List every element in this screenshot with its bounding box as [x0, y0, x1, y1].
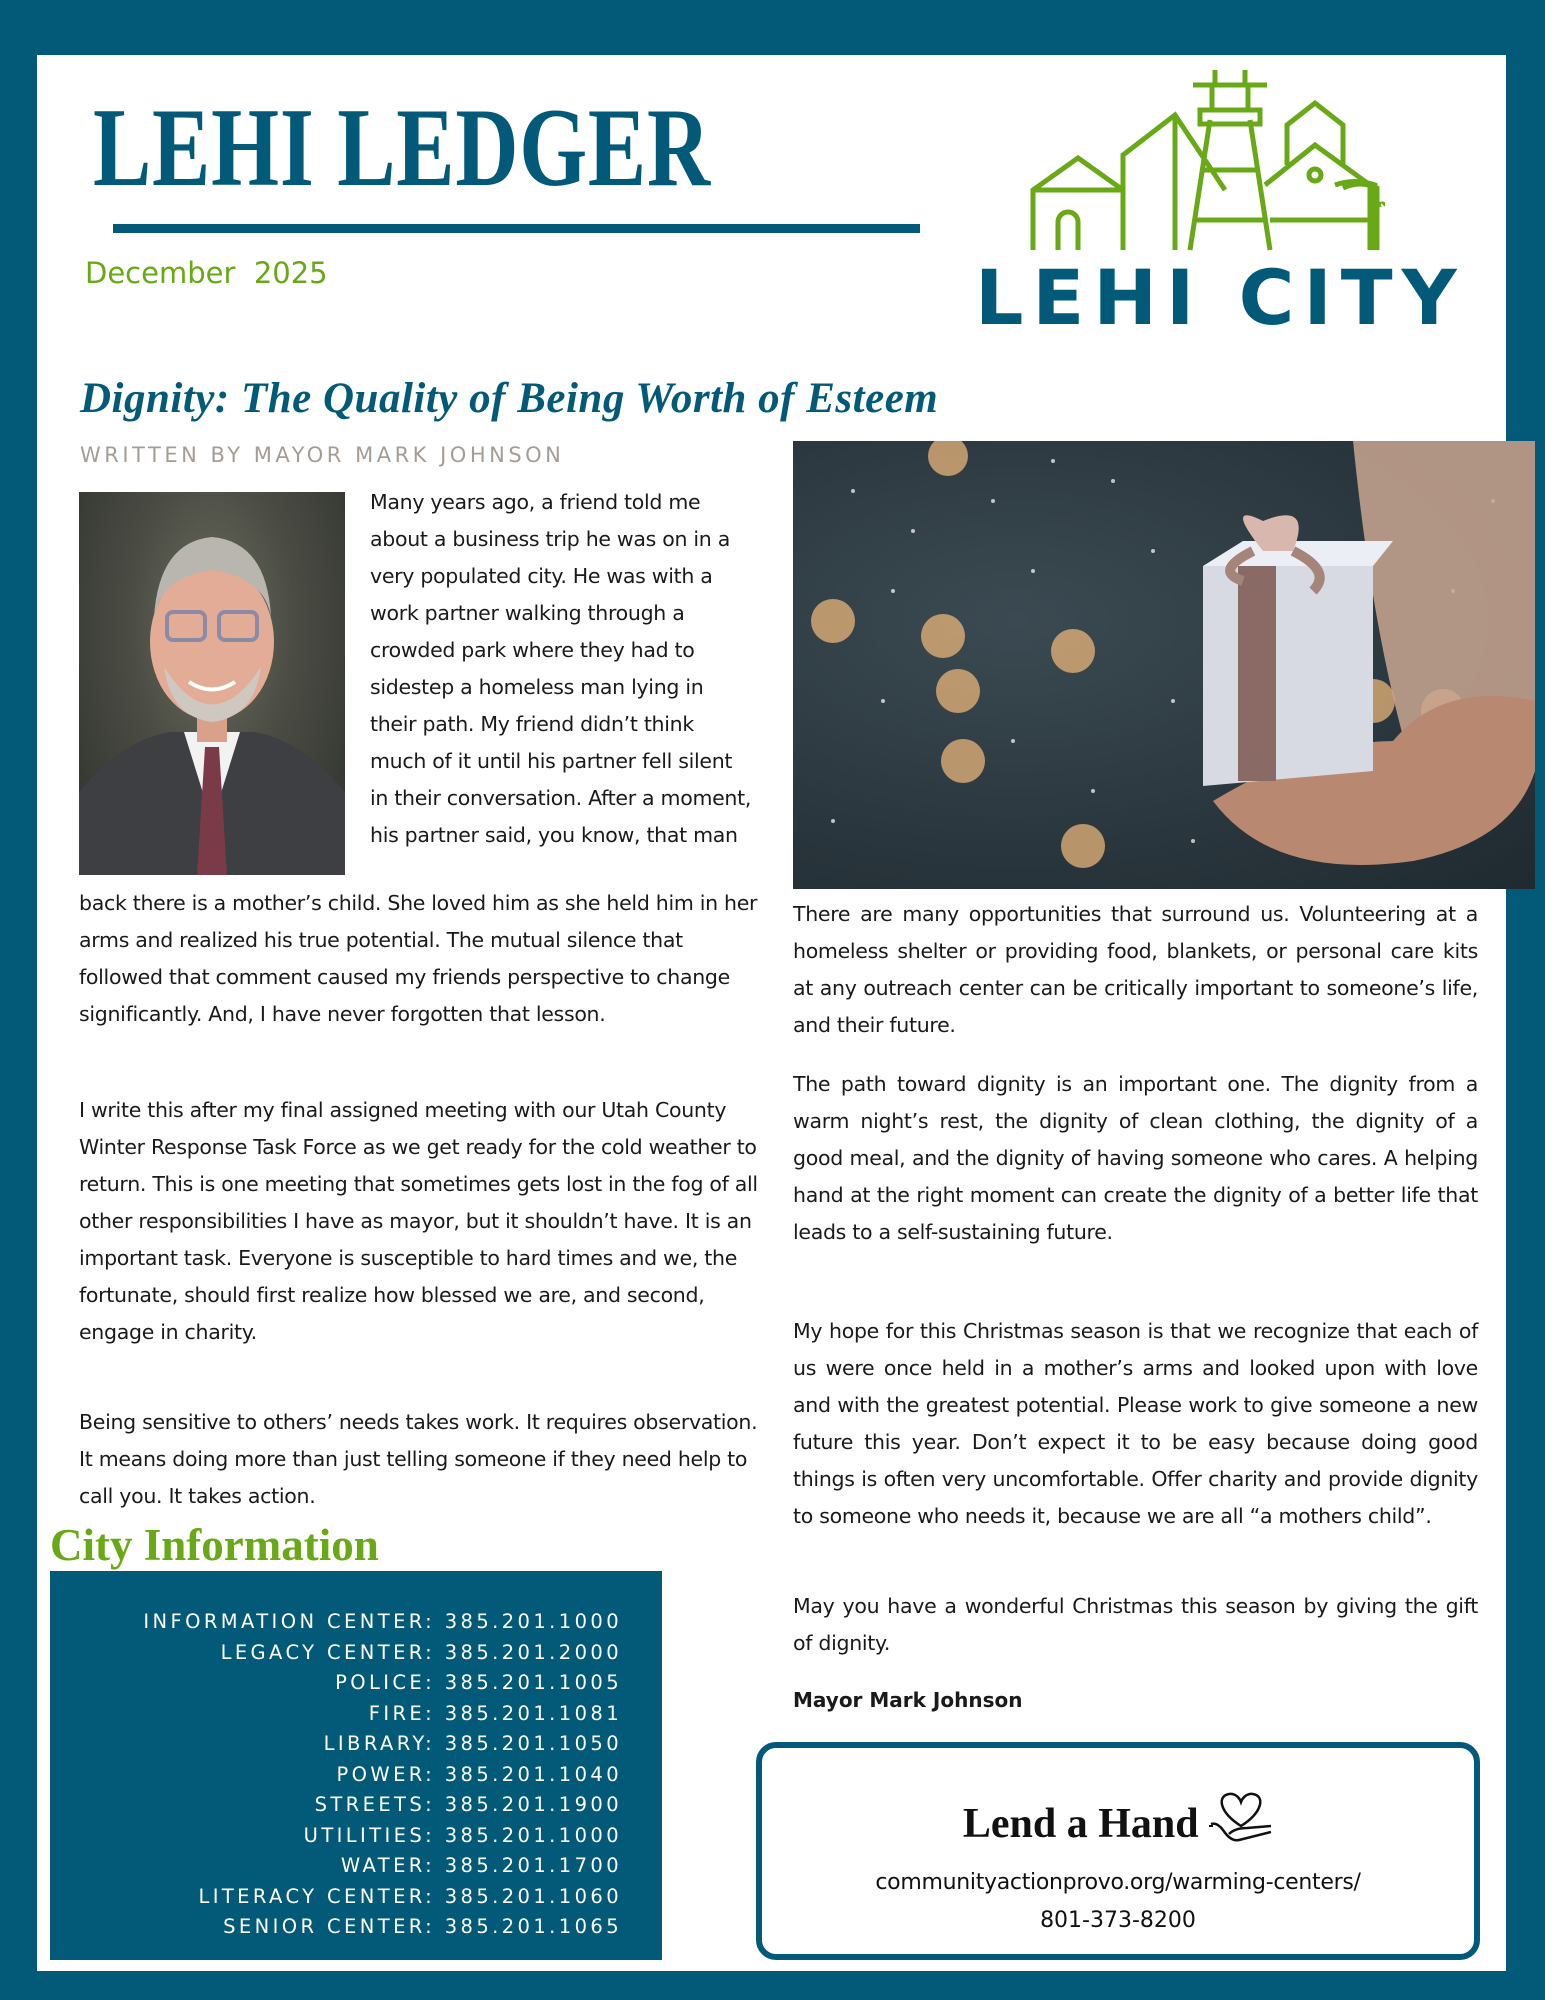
- article-signature: Mayor Mark Johnson: [793, 1688, 1023, 1712]
- lend-a-hand-title: Lend a Hand: [962, 1800, 1199, 1847]
- city-info-phone: 385.201.1050: [444, 1732, 622, 1755]
- masthead-rule: [113, 224, 920, 233]
- city-info-separator: :: [425, 1884, 445, 1908]
- heart-in-hand-icon: [1209, 1790, 1273, 1857]
- city-info-separator: :: [425, 1610, 445, 1633]
- city-info-entry: [143, 1729, 622, 1760]
- city-info-label: FIRE: [368, 1701, 426, 1725]
- masthead-title: LEHI LEDGER: [93, 86, 711, 210]
- city-info-separator: :: [425, 1640, 445, 1664]
- article-byline: WRITTEN BY MAYOR MARK JOHNSON: [80, 443, 565, 467]
- lend-a-hand-box: [756, 1742, 1480, 1960]
- city-info-separator: :: [425, 1915, 445, 1938]
- lend-a-hand-heading: [762, 1790, 1474, 1857]
- city-info-label: POWER: [336, 1762, 426, 1786]
- city-info-separator: :: [425, 1823, 445, 1847]
- city-info-entry: [143, 1638, 622, 1669]
- city-info-entry: [143, 1699, 622, 1730]
- city-info-phone: 385.201.1000: [444, 1610, 622, 1633]
- city-info-separator: :: [425, 1671, 445, 1694]
- city-info-entry: [143, 1821, 622, 1852]
- city-info-separator: :: [425, 1732, 445, 1755]
- city-info-phone: 385.201.1060: [444, 1884, 622, 1908]
- city-info-box: [50, 1571, 662, 1960]
- city-info-phone: 385.201.1700: [444, 1854, 622, 1877]
- city-info-separator: :: [425, 1762, 445, 1786]
- mayor-portrait: [79, 492, 345, 875]
- warming-centers-phone: 801-373-8200: [1040, 1908, 1196, 1933]
- city-info-phone: 385.201.1900: [444, 1793, 622, 1816]
- city-info-separator: :: [425, 1793, 445, 1816]
- article-paragraph-1-continued: back there is a mother’s child. She loved him as she held him in her arms and realized his true potential. The mutual silence that followed that comment caused my friends perspective to change significantly. And, I have never forgotten that lesson.: [79, 891, 758, 1026]
- lehi-city-skyline-logo-icon: [1025, 70, 1385, 255]
- city-info-entry: [143, 1668, 622, 1699]
- city-info-phone: 385.201.2000: [444, 1640, 622, 1664]
- warming-centers-link[interactable]: communityactionprovo.org/warming-centers/: [875, 1870, 1361, 1895]
- city-info-label: STREETS: [314, 1793, 426, 1816]
- issue-date: December 2025: [85, 256, 328, 290]
- lehi-city-wordmark: LEHI CITY: [975, 253, 1466, 342]
- article-paragraph-5: The path toward dignity is an important one. The dignity from a warm night’s rest, the dignity of clean clothing, the dignity of a good meal, and the dignity of having someone who cares. A helping hand at the right moment can create the dignity of a better life that leads to a self-sustaining future.: [793, 1072, 1478, 1244]
- city-info-phone: 385.201.1065: [444, 1915, 622, 1938]
- city-info-label: LIBRARY: [323, 1732, 426, 1755]
- city-info-label: LEGACY CENTER: [220, 1640, 426, 1664]
- city-info-label: UTILITIES: [303, 1823, 426, 1847]
- city-info-entry: [143, 1607, 622, 1638]
- city-info-label: INFORMATION CENTER: [143, 1610, 426, 1633]
- city-info-phone: 385.201.1040: [444, 1762, 622, 1786]
- city-info-title: City Information: [50, 1520, 379, 1570]
- city-info-entry: [143, 1882, 622, 1913]
- city-info-label: SENIOR CENTER: [223, 1915, 426, 1938]
- article-paragraph-1-wrap: Many years ago, a friend told me about a business trip he was on in a very populated city. He was with a work partner walking through a crowded park where they had to sidestep a homeless man lying in their path. My friend didn’t think much of it until his partner fell silent in their conversation. After a moment, his partner said, you know, that man: [370, 490, 752, 847]
- city-info-phone: 385.201.1081: [444, 1701, 622, 1725]
- article-paragraph-4: There are many opportunities that surround us. Volunteering at a homeless shelter or providing food, blankets, or personal care kits at any outreach center can be critically important to someone’s life, and their future.: [793, 902, 1478, 1037]
- city-info-phone: 385.201.1005: [444, 1671, 622, 1694]
- city-info-label: LITERACY CENTER: [198, 1884, 426, 1908]
- city-info-entry: [143, 1912, 622, 1943]
- city-info-label: WATER: [340, 1854, 426, 1877]
- article-paragraph-3: Being sensitive to others’ needs takes work. It requires observation. It means doing more than just telling someone if they need help to call you. It takes action.: [79, 1410, 758, 1508]
- article-paragraph-7: May you have a wonderful Christmas this season by giving the gift of dignity.: [793, 1594, 1478, 1655]
- city-info-separator: :: [425, 1854, 445, 1877]
- city-info-label: POLICE: [335, 1671, 426, 1694]
- article-paragraph-6: My hope for this Christmas season is that we recognize that each of us were once held in a mother’s arms and looked upon with love and with the greatest potential. Please work to give someone a new future this year. Don’t expect it to be easy because doing good things is often very uncomfortable. Offer charity and provide dignity to someone who needs it, because we are all “a mothers child”.: [793, 1319, 1478, 1528]
- city-info-entry: [143, 1851, 622, 1882]
- city-info-entry: [143, 1790, 622, 1821]
- article-paragraph-2: I write this after my final assigned meeting with our Utah County Winter Response Task Force as we get ready for the cold weather to return. This is one meeting that sometimes gets lost in the fog of all other responsibilities I have as mayor, but it shouldn’t have. It is an important task. Everyone is susceptible to hard times and we, the fortunate, should first realize how blessed we are, and second, engage in charity.: [79, 1098, 758, 1344]
- city-info-entry: [143, 1760, 622, 1791]
- city-info-separator: :: [425, 1701, 445, 1725]
- gift-photo: [793, 441, 1535, 889]
- city-info-list: [143, 1607, 622, 1943]
- city-info-phone: 385.201.1000: [444, 1823, 622, 1847]
- article-headline: Dignity: The Quality of Being Worth of Esteem: [80, 375, 939, 422]
